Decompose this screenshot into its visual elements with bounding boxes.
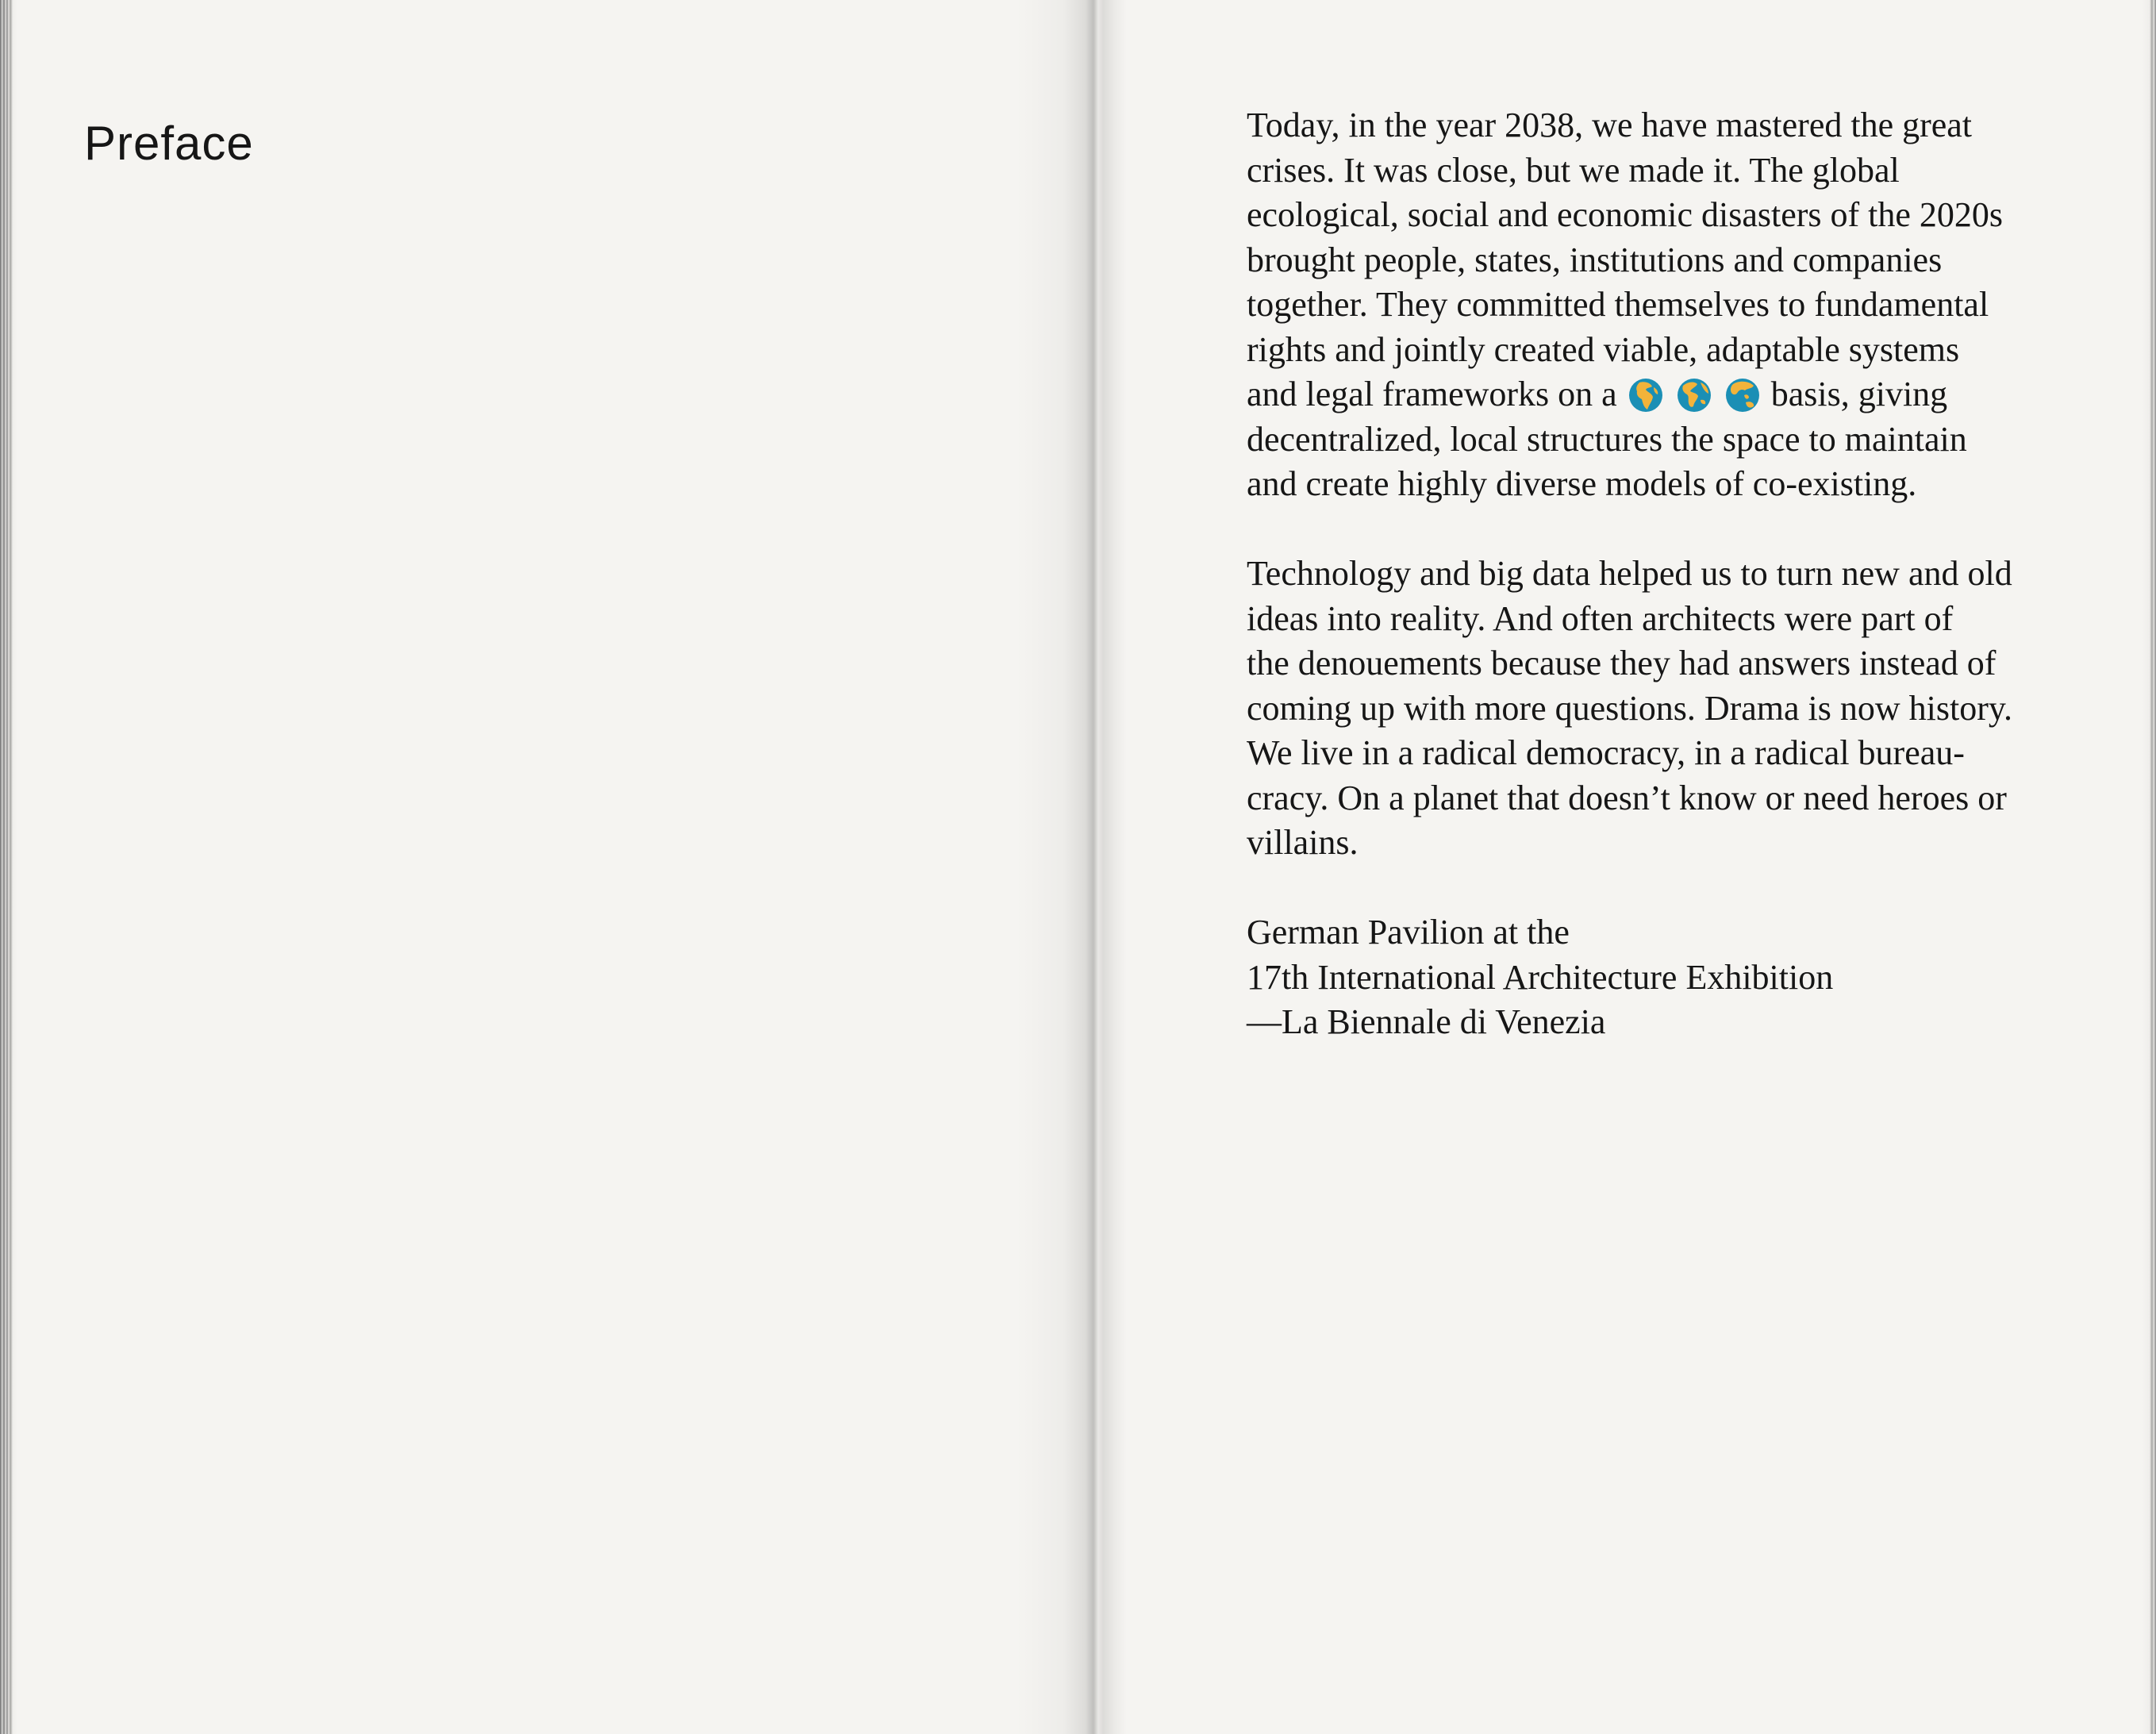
text-line: Technology and big data helped us to turn new and old bbox=[1247, 554, 2012, 593]
text-line: rights and jointly created viable, adaptable systems bbox=[1247, 329, 1960, 369]
text-line: the denouements because they had answers instead of bbox=[1247, 644, 1997, 682]
page-edges-left bbox=[0, 0, 17, 1734]
text-line: and create highly diverse models of co-existing. bbox=[1247, 464, 1917, 503]
text-line: Today, in the year 2038, we have mastered the great bbox=[1247, 106, 1973, 144]
credit-line: —La Biennale di Venezia bbox=[1247, 1002, 1606, 1041]
text-line-with-globes bbox=[1247, 372, 2088, 417]
text-line: coming up with more questions. Drama is now history. bbox=[1247, 688, 2013, 728]
page-edges-right bbox=[2142, 0, 2156, 1734]
body-text bbox=[1247, 103, 2088, 1090]
left-page bbox=[17, 0, 1078, 1734]
credit-line: German Pavilion at the bbox=[1247, 913, 1570, 952]
text-line: We live in a radical democracy, in a radical bureau- bbox=[1247, 733, 1965, 772]
text-line: brought people, states, institutions and companies bbox=[1247, 240, 1943, 279]
text-line: decentralized, local structures the space to maintain bbox=[1247, 419, 1967, 459]
globe-asia-australia-icon bbox=[1725, 378, 1760, 413]
globe-europe-africa-icon bbox=[1628, 378, 1663, 413]
text-line: cracy. On a planet that doesn’t know or need heroes or bbox=[1247, 778, 2007, 817]
text-line: ecological, social and economic disasters of the 2020s bbox=[1247, 195, 2004, 234]
text-line: ideas into reality. And often architects were part of bbox=[1247, 598, 1954, 638]
text-fragment: basis, giving bbox=[1770, 375, 1948, 413]
page-title: Preface bbox=[84, 117, 254, 170]
right-page bbox=[1095, 0, 2142, 1734]
text-line: together. They committed themselves to fundamental bbox=[1247, 285, 1989, 324]
credit-line: 17th International Architecture Exhibition bbox=[1247, 957, 1834, 997]
text-line: crises. It was close, but we made it. The global bbox=[1247, 150, 1900, 190]
paragraph-1 bbox=[1247, 103, 2088, 507]
text-fragment: and legal frameworks on a bbox=[1247, 375, 1617, 413]
text-line: villains. bbox=[1247, 823, 1359, 862]
paragraph-2 bbox=[1247, 552, 2088, 866]
globe-americas-icon bbox=[1677, 378, 1712, 413]
credit-block bbox=[1247, 910, 2088, 1045]
